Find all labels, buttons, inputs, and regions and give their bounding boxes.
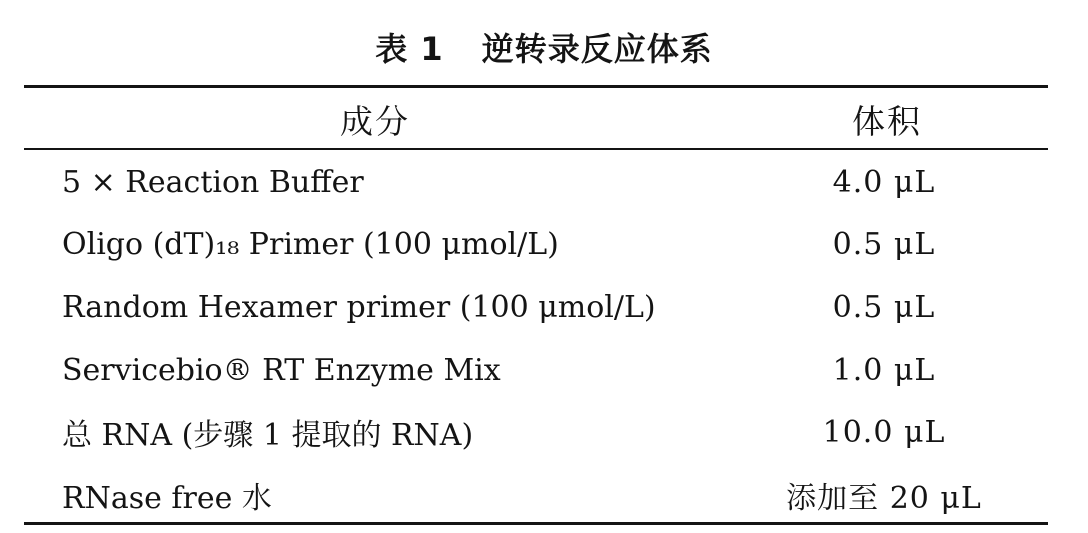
table-row xyxy=(24,213,1048,275)
header-volume: 体积 xyxy=(852,101,922,141)
row-volume: 4.0 μL xyxy=(832,164,936,200)
table-bottom-rule xyxy=(24,522,1048,525)
row-component: 总 RNA (步骤 1 提取的 RNA) xyxy=(62,418,474,453)
table-row xyxy=(24,276,1048,338)
table-title xyxy=(0,22,1088,72)
row-volume: 0.5 μL xyxy=(832,226,936,262)
row-component: Random Hexamer primer (100 μmol/L) xyxy=(62,289,656,325)
row-component: RNase free 水 xyxy=(62,481,272,516)
row-volume: 1.0 μL xyxy=(832,352,936,388)
table-row xyxy=(24,464,1048,526)
table-row xyxy=(24,339,1048,401)
table-title-number: 表 1 xyxy=(375,30,444,68)
table-row xyxy=(24,151,1048,213)
table-top-rule xyxy=(24,85,1048,88)
row-volume: 0.5 μL xyxy=(832,289,936,325)
row-component: 5 × Reaction Buffer xyxy=(62,164,364,200)
row-component: Servicebio® RT Enzyme Mix xyxy=(62,352,501,388)
table-title-text: 逆转录反应体系 xyxy=(481,30,713,68)
table-row xyxy=(24,401,1048,463)
header-component: 成分 xyxy=(340,101,410,141)
table-header-rule xyxy=(24,148,1048,150)
row-volume: 添加至 20 μL xyxy=(786,481,982,516)
row-volume: 10.0 μL xyxy=(822,414,946,450)
row-component: Oligo (dT)₁₈ Primer (100 μmol/L) xyxy=(62,226,559,262)
